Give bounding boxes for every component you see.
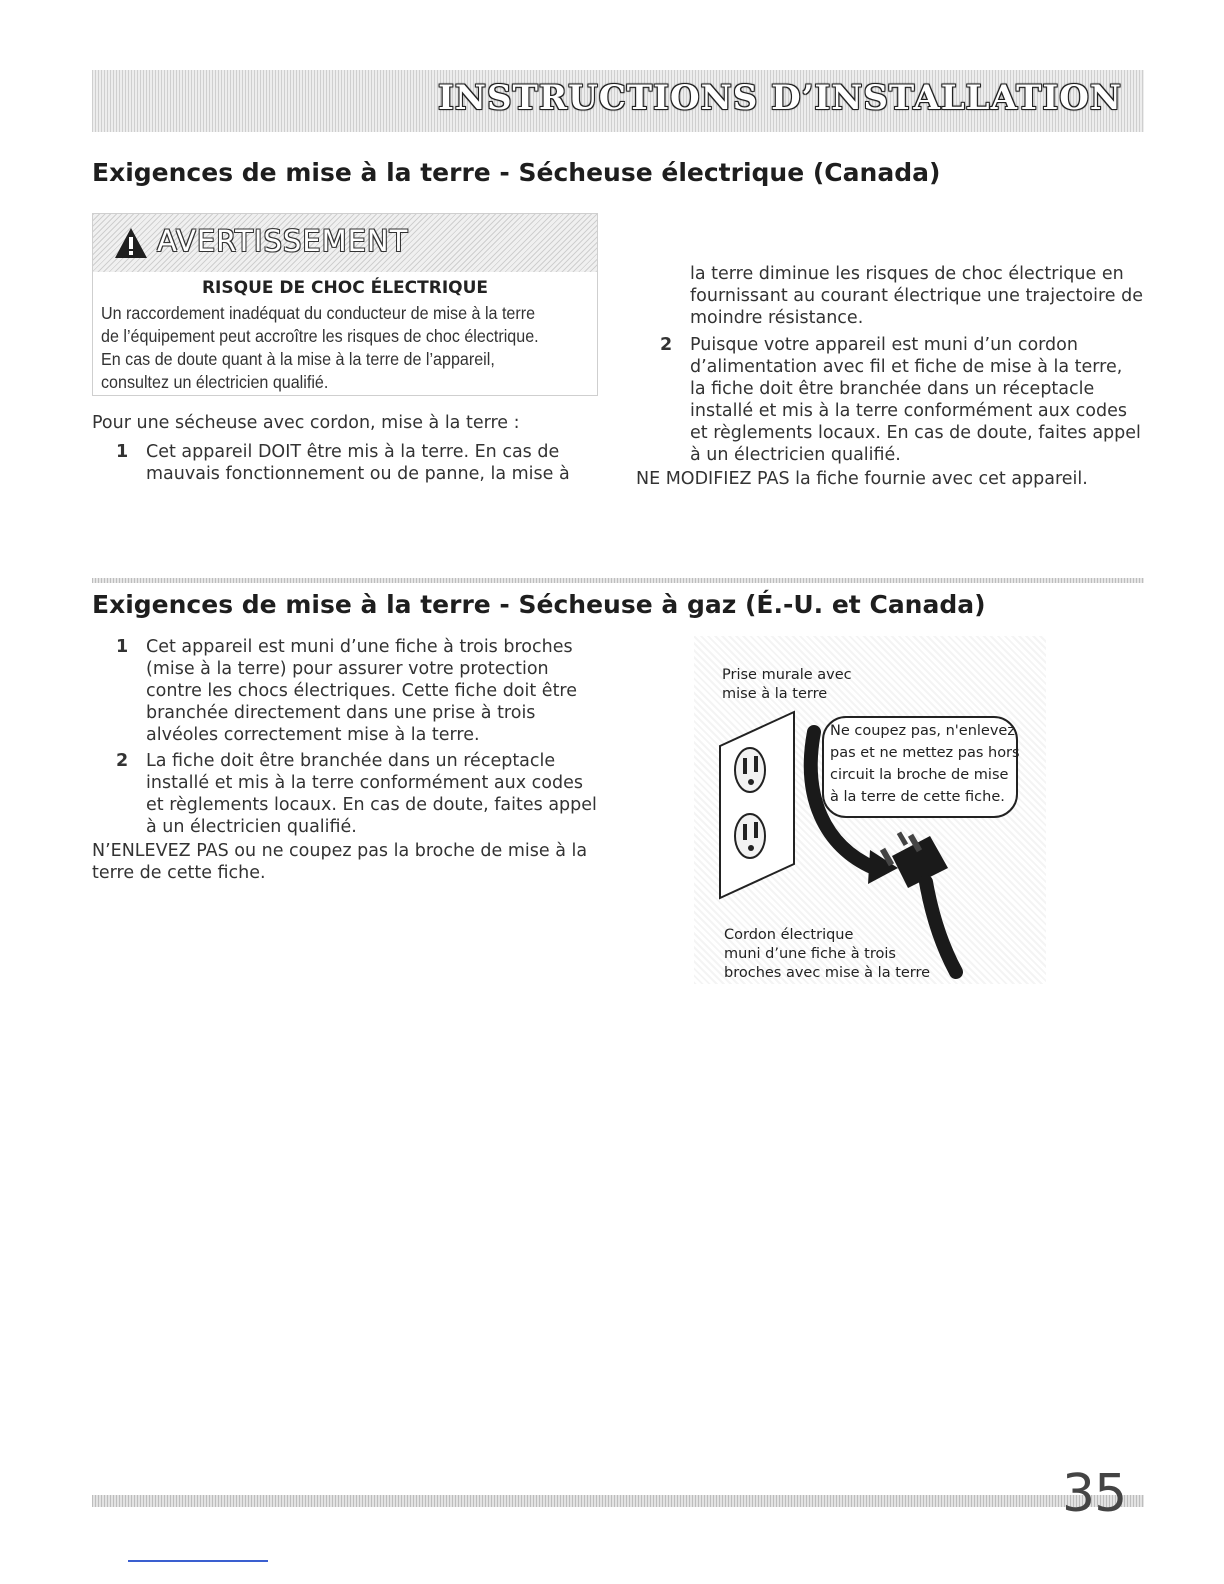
warning-line: consultez un électricien qualifié. <box>101 372 329 392</box>
warning-header <box>93 214 597 272</box>
item-line: fournissant au courant électrique une trajectoire de <box>690 286 1143 306</box>
callout-bubble <box>822 716 1018 818</box>
item-line: mauvais fonctionnement ou de panne, la mise à <box>146 464 570 484</box>
item-line: la terre diminue les risques de choc électrique en <box>690 264 1124 284</box>
cord-label-line: Cordon électrique <box>724 927 854 943</box>
item-line: Puisque votre appareil est muni d’un cordon <box>690 335 1078 355</box>
outlet-socket-bottom <box>735 814 765 858</box>
cord-label <box>724 926 930 983</box>
callout-line: à la terre de cette fiche. <box>830 789 1005 805</box>
item-line: (mise à la terre) pour assurer votre protection <box>146 659 549 679</box>
item-line: branchée directement dans une prise à trois <box>146 703 536 723</box>
item-number: 2 <box>660 335 673 355</box>
item-line: et règlements locaux. En cas de doute, faites appel <box>146 795 597 815</box>
section-title-gas: Exigences de mise à la terre - Sécheuse à gaz (É.-U. et Canada) <box>92 590 986 619</box>
callout-line: circuit la broche de mise <box>830 767 1009 783</box>
cord-label-line: broches avec mise à la terre <box>724 965 931 981</box>
item-line: à un électricien qualifié. <box>146 817 357 837</box>
item-line: à un électricien qualifié. <box>690 445 901 465</box>
outlet-label-line: mise à la terre <box>722 686 828 702</box>
warning-heading: AVERTISSEMENT <box>157 224 409 258</box>
list-item-1 <box>116 636 577 746</box>
item-line: moindre résistance. <box>690 308 864 328</box>
item-line: contre les chocs électriques. Cette fiche doit être <box>146 681 578 701</box>
outlet-label-line: Prise murale avec <box>722 667 852 683</box>
warning-line: de l’équipement peut accroître les risques de choc électrique. <box>101 326 539 346</box>
item-line: alvéoles correctement mise à la terre. <box>146 725 480 745</box>
item-line: La fiche doit être branchée dans un réceptacle <box>146 751 556 771</box>
callout-text <box>830 720 1020 808</box>
item-line: installé et mis à la terre conformément aux codes <box>690 401 1127 421</box>
warning-line: Un raccordement inadéquat du conducteur de mise à la terre <box>101 303 536 323</box>
item-line: Cet appareil est muni d’une fiche à trois broches <box>146 637 573 657</box>
warning-line: En cas de doute quant à la mise à la terre de l’appareil, <box>101 349 495 369</box>
note-line: N’ENLEVEZ PAS ou ne coupez pas la broche de mise à la <box>92 841 588 861</box>
list-item-2 <box>660 334 1141 466</box>
outlet-socket-top <box>735 748 765 792</box>
item-line: installé et mis à la terre conformément aux codes <box>146 773 583 793</box>
warning-text <box>101 302 595 394</box>
cord-label-line: muni d’une fiche à trois <box>724 946 896 962</box>
wall-outlet-plate <box>720 712 794 898</box>
item-number: 2 <box>116 751 129 771</box>
page-header-title: INSTRUCTIONS D’INSTALLATION <box>437 78 1122 118</box>
warning-triangle-icon <box>113 226 149 260</box>
note-line: terre de cette fiche. <box>92 863 266 883</box>
page-number: 35 <box>1062 1464 1127 1524</box>
callout-line: Ne coupez pas, n'enlevez <box>830 723 1015 739</box>
warning-subtitle: RISQUE DE CHOC ÉLECTRIQUE <box>201 278 489 298</box>
header-banner <box>92 70 1144 132</box>
bottom-rule <box>128 1560 268 1562</box>
note-text: NE MODIFIEZ PAS la fiche fournie avec cet appareil. <box>636 469 1088 489</box>
warning-box <box>92 213 598 396</box>
intro-text: Pour une sécheuse avec cordon, mise à la terre : <box>92 413 520 433</box>
section-divider <box>92 578 1144 583</box>
item-line: la fiche doit être branchée dans un réceptacle <box>690 379 1095 399</box>
item-line: et règlements locaux. En cas de doute, faites appel <box>690 423 1141 443</box>
item-line: d’alimentation avec fil et fiche de mise à la terre, <box>690 357 1123 377</box>
callout-line: pas et ne mettez pas hors <box>830 745 1020 761</box>
note-text <box>92 840 587 884</box>
list-item-2 <box>116 750 597 838</box>
section-title-electric: Exigences de mise à la terre - Sécheuse électrique (Canada) <box>92 158 941 187</box>
footer-strip <box>92 1495 1144 1507</box>
item-number: 1 <box>116 637 129 657</box>
outlet-label <box>722 666 852 704</box>
item-line: Cet appareil DOIT être mis à la terre. En cas de <box>146 442 560 462</box>
item-number: 1 <box>116 442 129 462</box>
list-item-1 <box>116 441 570 485</box>
list-item-1-continued <box>660 263 1143 329</box>
